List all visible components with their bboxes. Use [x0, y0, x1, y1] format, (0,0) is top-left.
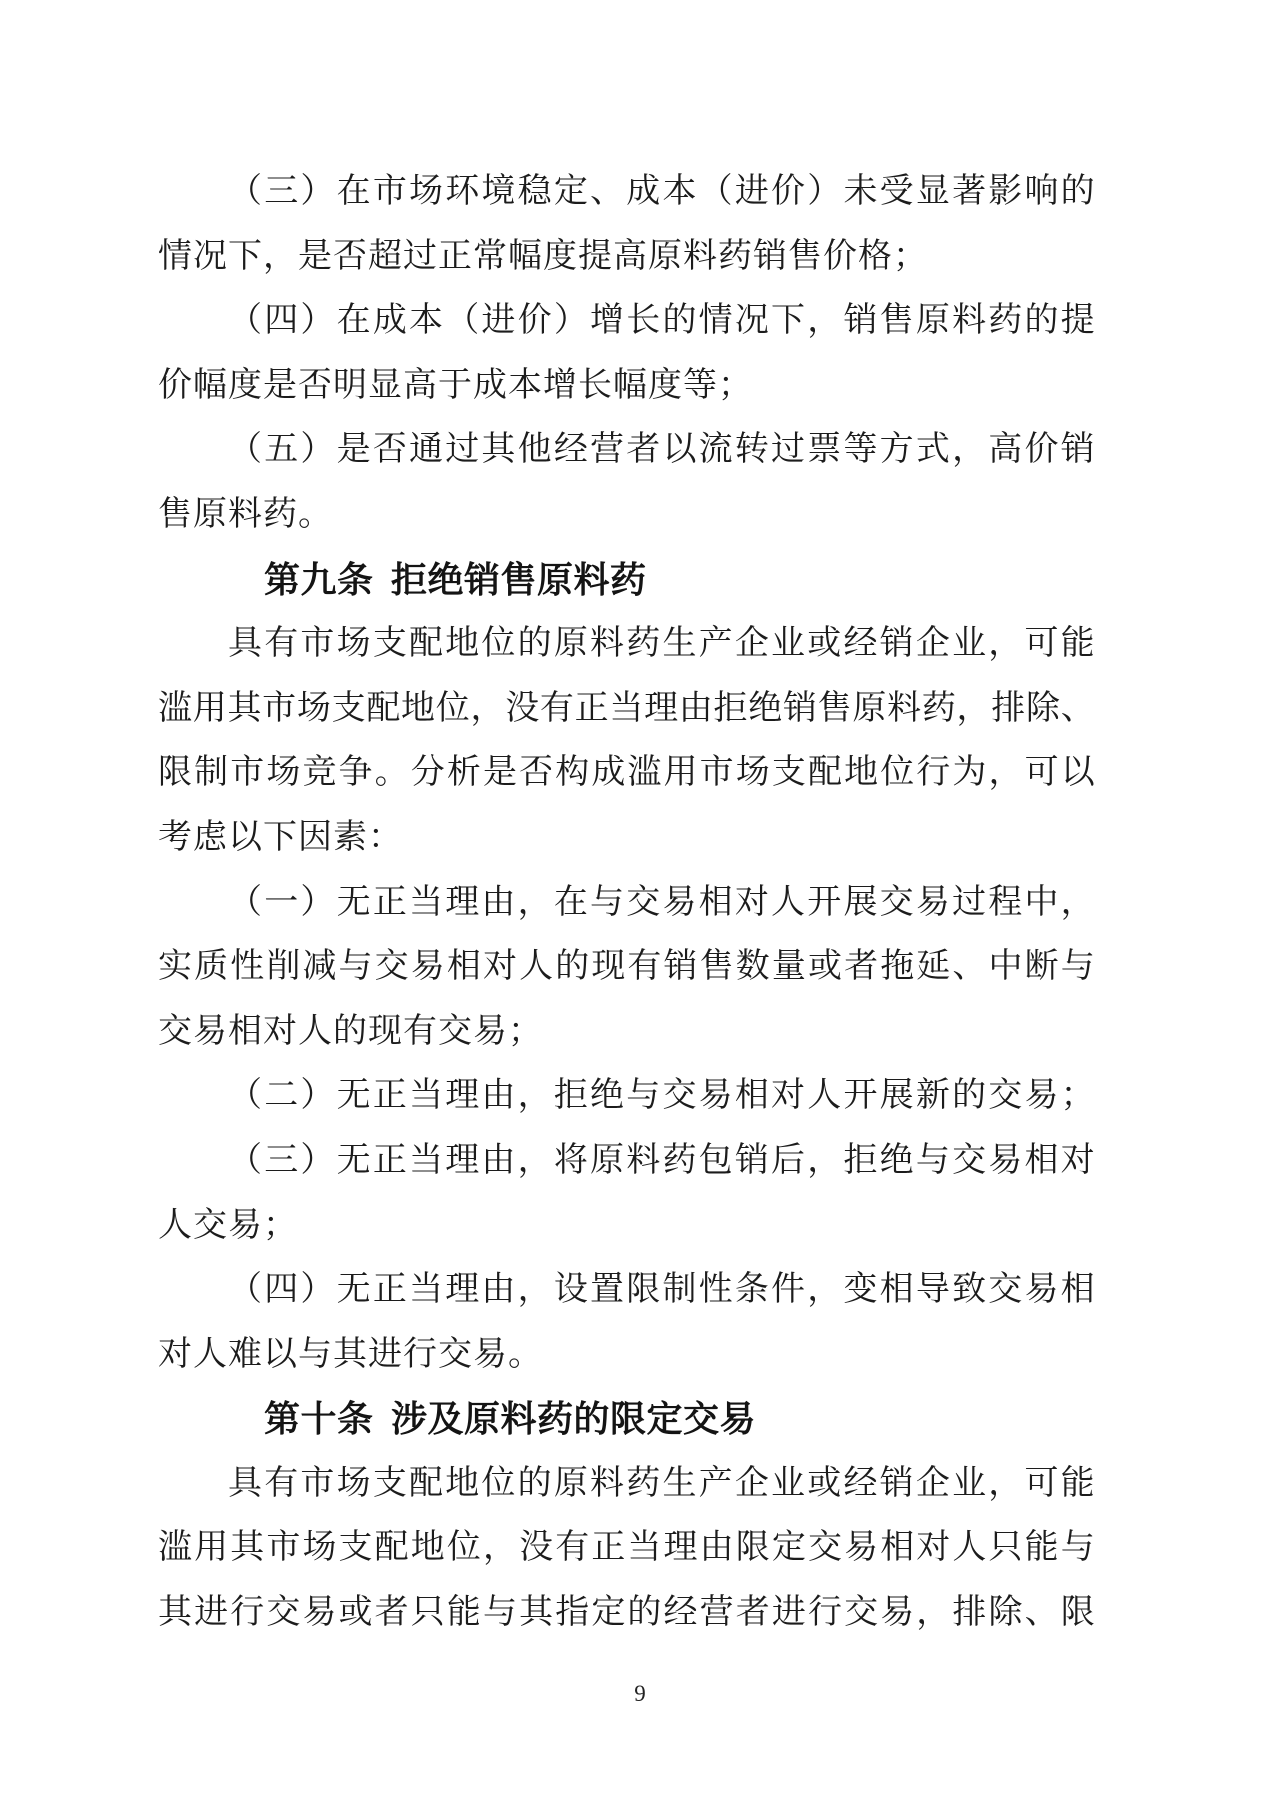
text-line: 具 有 市 场 支 配 地 位 的 原 料 药 生 产 企 业 或 经 销 企 业 ， 可 能: [228, 1464, 1095, 1502]
text-line: （ 五 ） 是 否 通 过 其 他 经 营 者 以 流 转 过 票 等 方 式 ， 高 价 销: [228, 431, 1095, 469]
text-line: 其 进 行 交 易 或 者 只 能 与 其 指 定 的 经 营 者 进 行 交 易 ， 排 除 、 限: [158, 1594, 1095, 1632]
text-line: （ 一 ） 无 正 当 理 由 ， 在 与 交 易 相 对 人 开 展 交 易 过 程 中 ，: [228, 883, 1095, 921]
text-line: 滥 用 其 市 场 支 配 地 位 ， 没 有 正 当 理 由 拒 绝 销 售 原 料 药 ， 排 除 、: [158, 689, 1095, 727]
document-body: [158, 160, 1095, 1646]
text-line: （ 四 ） 在 成 本 （ 进 价 ） 增 长 的 情 况 下 ， 销 售 原 料 药 的 提: [228, 302, 1095, 340]
section-heading: 第十条 涉及原料药的限定交易: [264, 1399, 757, 1440]
text-line: 对人难以与其进行交易。: [158, 1335, 543, 1373]
text-line: （ 四 ） 无 正 当 理 由 ， 设 置 限 制 性 条 件 ， 变 相 导 致 交 易 相: [228, 1271, 1095, 1309]
section-heading: 第九条 拒绝销售原料药: [264, 559, 647, 600]
text-line: 售原料药。: [158, 495, 333, 533]
text-line: 滥 用 其 市 场 支 配 地 位 ， 没 有 正 当 理 由 限 定 交 易 相 对 人 只 能 与: [158, 1529, 1095, 1567]
text-line: 具 有 市 场 支 配 地 位 的 原 料 药 生 产 企 业 或 经 销 企 业 ， 可 能: [228, 625, 1095, 663]
text-line: 人交易；: [158, 1206, 298, 1244]
text-line: （ 二 ） 无 正 当 理 由 ， 拒 绝 与 交 易 相 对 人 开 展 新 的 交 易 ；: [228, 1077, 1095, 1115]
text-line: 限 制 市 场 竞 争 。 分 析 是 否 构 成 滥 用 市 场 支 配 地 位 行 为 ， 可 以: [158, 754, 1095, 792]
text-line: 情况下，是否超过正常幅度提高原料药销售价格；: [158, 237, 928, 275]
page-number: 9: [634, 1681, 646, 1706]
text-line: 考虑以下因素：: [158, 818, 403, 856]
text-line: （ 三 ） 无 正 当 理 由 ， 将 原 料 药 包 销 后 ， 拒 绝 与 交 易 相 对: [228, 1141, 1095, 1179]
text-line: 价幅度是否明显高于成本增长幅度等；: [158, 366, 753, 404]
text-line: （ 三 ） 在 市 场 环 境 稳 定 、 成 本 （ 进 价 ） 未 受 显 著 影 响 的: [228, 173, 1095, 210]
text-line: 实 质 性 削 减 与 交 易 相 对 人 的 现 有 销 售 数 量 或 者 拖 延 、 中 断 与: [158, 948, 1095, 986]
text-line: 交易相对人的现有交易；: [158, 1012, 543, 1050]
